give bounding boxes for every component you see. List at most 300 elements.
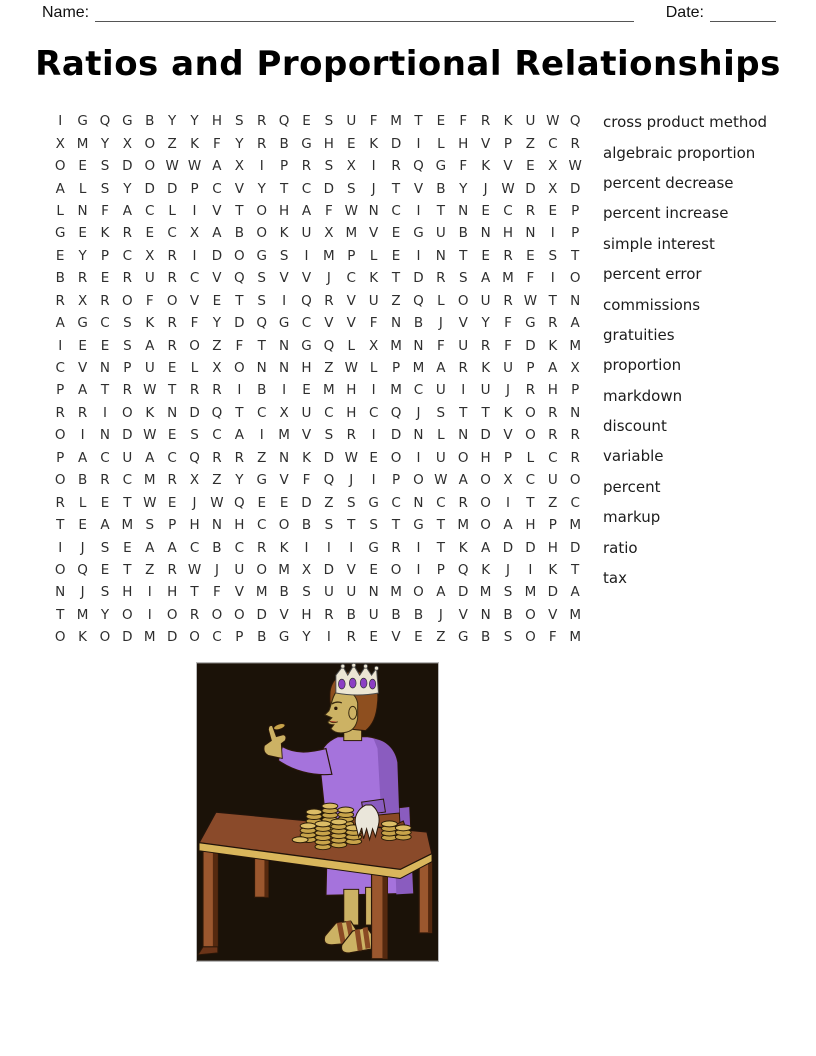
grid-letter: O bbox=[390, 561, 402, 578]
grid-letter: T bbox=[391, 180, 401, 197]
word-list-item: variable bbox=[603, 447, 664, 466]
grid-letter: M bbox=[255, 584, 268, 601]
grid-letter: T bbox=[414, 113, 423, 130]
grid-letter: V bbox=[324, 315, 334, 332]
grid-letter: V bbox=[212, 270, 222, 287]
grid-letter: I bbox=[550, 225, 555, 242]
grid-letter: O bbox=[413, 584, 424, 601]
grid-letter: D bbox=[323, 449, 335, 466]
grid-letter: K bbox=[548, 337, 558, 354]
grid-letter: I bbox=[349, 539, 354, 556]
grid-letter: Y bbox=[212, 315, 222, 332]
grid-letter: M bbox=[76, 135, 89, 152]
grid-letter: A bbox=[145, 337, 155, 354]
grid-letter: M bbox=[278, 427, 290, 444]
grid-letter: F bbox=[235, 337, 244, 354]
grid-letter: F bbox=[526, 270, 535, 287]
word-list-item: gratuities bbox=[603, 325, 675, 344]
grid-letter: I bbox=[371, 472, 376, 489]
grid-letter: E bbox=[369, 561, 378, 578]
grid-letter: R bbox=[167, 315, 177, 332]
grid-letter: X bbox=[189, 225, 200, 242]
grid-letter: N bbox=[480, 606, 491, 623]
grid-letter: H bbox=[234, 517, 245, 534]
grid-letter: E bbox=[548, 202, 558, 219]
grid-letter: K bbox=[458, 539, 468, 556]
grid-letter: O bbox=[569, 472, 581, 489]
grid-letter: A bbox=[480, 270, 491, 287]
grid-letter: A bbox=[436, 584, 446, 601]
grid-letter: S bbox=[190, 427, 199, 444]
grid-letter: E bbox=[526, 247, 535, 264]
grid-letter: E bbox=[167, 427, 177, 444]
grid-letter: R bbox=[525, 202, 536, 219]
grid-letter: L bbox=[168, 202, 176, 219]
grid-letter: G bbox=[77, 315, 88, 332]
grid-letter: S bbox=[324, 517, 334, 534]
grid-letter: S bbox=[346, 180, 356, 197]
grid-letter: I bbox=[506, 494, 510, 511]
grid-row bbox=[49, 491, 586, 513]
grid-letter: S bbox=[235, 113, 244, 130]
grid-letter: G bbox=[368, 494, 379, 511]
grid-letter: N bbox=[368, 584, 379, 601]
grid-letter: S bbox=[369, 517, 378, 534]
coin bbox=[338, 807, 354, 813]
word-list-item: percent increase bbox=[603, 204, 729, 223]
grid-letter: L bbox=[369, 247, 378, 264]
grid-letter: D bbox=[390, 427, 402, 444]
grid-letter: I bbox=[259, 158, 264, 175]
grid-letter: P bbox=[503, 135, 513, 152]
grid-letter: F bbox=[504, 315, 512, 332]
grid-letter: V bbox=[212, 202, 222, 219]
grid-letter: R bbox=[55, 404, 65, 421]
grid-letter: A bbox=[55, 180, 65, 197]
grid-letter: U bbox=[480, 292, 491, 309]
grid-letter: Q bbox=[234, 494, 245, 511]
grid-letter: P bbox=[571, 202, 580, 219]
grid-row bbox=[49, 312, 586, 334]
grid-letter: Y bbox=[235, 472, 244, 489]
grid-letter: O bbox=[256, 225, 268, 242]
grid-letter: R bbox=[257, 135, 267, 152]
grid-letter: C bbox=[212, 629, 222, 646]
grid-letter: A bbox=[301, 202, 312, 219]
grid-letter: F bbox=[369, 315, 378, 332]
grid-letter: U bbox=[435, 449, 446, 466]
grid-letter: D bbox=[301, 494, 312, 511]
grid-letter: K bbox=[279, 225, 289, 242]
grid-letter: E bbox=[145, 225, 155, 242]
grid-letter: J bbox=[506, 561, 510, 578]
grid-letter: R bbox=[324, 292, 334, 309]
grid-letter: C bbox=[525, 472, 536, 489]
grid-row bbox=[49, 132, 586, 154]
grid-letter: K bbox=[369, 270, 379, 287]
grid-letter: U bbox=[435, 225, 446, 242]
grid-letter: P bbox=[391, 360, 401, 377]
grid-letter: Q bbox=[256, 315, 268, 332]
grid-letter: G bbox=[301, 337, 312, 354]
grid-letter: F bbox=[101, 202, 109, 219]
grid-letter: O bbox=[525, 606, 536, 623]
grid-letter: U bbox=[301, 225, 312, 242]
grid-letter: R bbox=[570, 135, 580, 152]
grid-letter: X bbox=[324, 225, 334, 242]
grid-letter: P bbox=[526, 360, 535, 377]
grid-letter: O bbox=[234, 606, 245, 623]
grid-row bbox=[49, 536, 586, 558]
grid-letter: E bbox=[100, 270, 110, 287]
grid-letter: O bbox=[166, 606, 178, 623]
word-list-item: markdown bbox=[603, 386, 683, 405]
grid-letter: V bbox=[391, 629, 401, 646]
grid-letter: T bbox=[56, 517, 65, 534]
grid-letter: D bbox=[166, 629, 178, 646]
grid-letter: O bbox=[166, 292, 178, 309]
grid-letter: V bbox=[413, 180, 424, 197]
grid-letter: A bbox=[212, 225, 222, 242]
grid-letter: I bbox=[282, 382, 287, 399]
grid-letter: M bbox=[524, 584, 537, 601]
grid-letter: C bbox=[212, 427, 222, 444]
grid-letter: S bbox=[257, 270, 266, 287]
word-list-item: commissions bbox=[603, 295, 701, 314]
grid-letter: I bbox=[259, 427, 264, 444]
grid-letter: E bbox=[302, 113, 311, 130]
grid-row bbox=[49, 222, 586, 244]
grid-letter: T bbox=[571, 561, 580, 578]
grid-letter: G bbox=[77, 113, 88, 130]
grid-letter: A bbox=[503, 517, 513, 534]
grid-letter: R bbox=[391, 158, 401, 175]
grid-letter: V bbox=[369, 225, 379, 242]
grid-letter: A bbox=[480, 539, 491, 556]
grid-letter: B bbox=[301, 517, 312, 534]
grid-letter: G bbox=[457, 629, 469, 646]
grid-letter: V bbox=[279, 606, 289, 623]
grid-letter: Y bbox=[257, 180, 266, 197]
grid-letter: L bbox=[526, 449, 535, 466]
grid-letter: Q bbox=[413, 292, 424, 309]
grid-letter: R bbox=[167, 472, 177, 489]
grid-letter: H bbox=[279, 202, 290, 219]
grid-letter: P bbox=[548, 517, 557, 534]
grid-row bbox=[49, 334, 586, 356]
grid-letter: H bbox=[323, 135, 334, 152]
grid-letter: Y bbox=[78, 247, 87, 264]
grid-letter: T bbox=[56, 606, 65, 623]
grid-letter: V bbox=[503, 427, 513, 444]
grid-letter: O bbox=[144, 135, 156, 152]
word-list-item: ratio bbox=[603, 538, 638, 557]
grid-letter: S bbox=[436, 404, 446, 421]
grid-letter: H bbox=[346, 404, 357, 421]
grid-letter: W bbox=[187, 561, 202, 578]
grid-letter: B bbox=[279, 135, 289, 152]
grid-letter: I bbox=[58, 113, 63, 130]
grid-letter: A bbox=[167, 539, 177, 556]
grid-letter: R bbox=[458, 494, 468, 511]
coin bbox=[292, 837, 308, 843]
grid-letter: C bbox=[570, 494, 580, 511]
grid-letter: P bbox=[235, 629, 244, 646]
grid-letter: C bbox=[145, 202, 155, 219]
grid-letter: S bbox=[503, 629, 513, 646]
grid-letter: M bbox=[457, 517, 470, 534]
grid-letter: E bbox=[391, 247, 401, 264]
grid-letter: Z bbox=[436, 629, 446, 646]
grid-letter: Z bbox=[525, 135, 536, 152]
grid-letter: T bbox=[168, 382, 177, 399]
grid-letter: I bbox=[282, 292, 287, 309]
grid-letter: A bbox=[234, 427, 244, 444]
grid-letter: D bbox=[323, 180, 335, 197]
grid-letter: D bbox=[189, 404, 200, 421]
grid-letter: Z bbox=[324, 360, 334, 377]
grid-letter: D bbox=[166, 180, 178, 197]
grid-letter: Q bbox=[323, 337, 335, 354]
word-list-item: percent error bbox=[603, 265, 702, 284]
grid-letter: V bbox=[77, 360, 88, 377]
grid-letter: I bbox=[80, 427, 85, 444]
grid-letter: J bbox=[326, 270, 331, 287]
grid-letter: R bbox=[480, 113, 491, 130]
grid-letter: K bbox=[369, 135, 379, 152]
grid-letter: U bbox=[435, 382, 446, 399]
grid-letter: T bbox=[190, 584, 199, 601]
grid-letter: A bbox=[145, 449, 155, 466]
grid-letter: W bbox=[501, 180, 515, 197]
grid-letter: T bbox=[235, 292, 244, 309]
grid-letter: S bbox=[145, 517, 155, 534]
grid-letter: I bbox=[416, 561, 421, 578]
grid-letter: A bbox=[77, 449, 88, 466]
grid-letter: J bbox=[80, 539, 85, 556]
word-list-item: discount bbox=[603, 417, 667, 436]
grid-letter: E bbox=[100, 337, 110, 354]
grid-letter: W bbox=[210, 494, 224, 511]
grid-letter: T bbox=[257, 337, 266, 354]
grid-letter: S bbox=[123, 315, 132, 332]
grid-letter: U bbox=[368, 606, 379, 623]
grid-letter: D bbox=[211, 247, 223, 264]
grid-letter: O bbox=[278, 517, 290, 534]
coin bbox=[395, 825, 411, 831]
grid-letter: O bbox=[525, 404, 536, 421]
grid-letter: E bbox=[100, 561, 110, 578]
grid-letter: O bbox=[54, 158, 66, 175]
grid-row bbox=[49, 110, 586, 132]
grid-letter: U bbox=[301, 404, 312, 421]
grid-letter: N bbox=[458, 202, 469, 219]
grid-letter: M bbox=[569, 337, 581, 354]
grid-letter: T bbox=[235, 202, 244, 219]
grid-row bbox=[49, 581, 586, 603]
grid-letter: Q bbox=[569, 113, 581, 130]
grid-letter: I bbox=[416, 539, 421, 556]
grid-letter: C bbox=[548, 135, 558, 152]
grid-letter: G bbox=[368, 539, 379, 556]
grid-letter: X bbox=[548, 180, 558, 197]
grid-letter: R bbox=[167, 247, 177, 264]
grid-letter: F bbox=[436, 337, 445, 354]
grid-letter: E bbox=[526, 158, 535, 175]
grid-letter: O bbox=[256, 561, 268, 578]
grid-letter: T bbox=[459, 247, 468, 264]
name-blank-line bbox=[95, 5, 634, 22]
grid-letter: G bbox=[525, 315, 536, 332]
grid-letter: G bbox=[278, 629, 290, 646]
grid-letter: L bbox=[78, 494, 87, 511]
grid-letter: S bbox=[257, 292, 266, 309]
grid-letter: W bbox=[546, 113, 560, 130]
word-list-item: tax bbox=[603, 569, 627, 588]
grid-letter: O bbox=[480, 494, 491, 511]
name-label: Name: bbox=[42, 4, 90, 21]
grid-letter: O bbox=[54, 561, 66, 578]
grid-letter: C bbox=[346, 270, 356, 287]
grid-letter: V bbox=[301, 270, 312, 287]
grid-letter: I bbox=[550, 270, 555, 287]
grid-letter: C bbox=[167, 449, 177, 466]
grid-letter: H bbox=[547, 382, 558, 399]
grid-letter: V bbox=[480, 135, 491, 152]
grid-letter: P bbox=[123, 360, 132, 377]
grid-letter: S bbox=[324, 158, 334, 175]
grid-letter: P bbox=[168, 517, 177, 534]
grid-letter: R bbox=[189, 382, 200, 399]
grid-letter: E bbox=[78, 337, 87, 354]
grid-letter: Q bbox=[323, 472, 335, 489]
grid-letter: C bbox=[301, 315, 312, 332]
grid-letter: R bbox=[212, 382, 222, 399]
grid-letter: C bbox=[189, 270, 200, 287]
grid-letter: X bbox=[145, 247, 155, 264]
grid-letter: F bbox=[325, 202, 333, 219]
grid-letter: A bbox=[77, 382, 88, 399]
grid-letter: H bbox=[502, 225, 514, 242]
grid-letter: G bbox=[278, 315, 290, 332]
grid-letter: I bbox=[371, 427, 376, 444]
grid-letter: C bbox=[100, 449, 110, 466]
grid-letter: C bbox=[368, 404, 379, 421]
grid-letter: R bbox=[55, 292, 65, 309]
grid-letter: Z bbox=[548, 494, 558, 511]
grid-row bbox=[49, 447, 586, 469]
grid-letter: K bbox=[548, 561, 558, 578]
grid-letter: I bbox=[326, 629, 331, 646]
grid-letter: K bbox=[145, 315, 155, 332]
grid-letter: O bbox=[390, 449, 402, 466]
grid-letter: I bbox=[416, 135, 421, 152]
grid-letter: I bbox=[192, 202, 197, 219]
grid-letter: E bbox=[481, 202, 490, 219]
grid-letter: U bbox=[346, 113, 357, 130]
grid-letter: E bbox=[436, 113, 446, 130]
grid-letter: W bbox=[434, 472, 448, 489]
grid-letter: I bbox=[461, 382, 466, 399]
grid-letter: S bbox=[324, 427, 334, 444]
grid-letter: I bbox=[192, 247, 197, 264]
grid-letter: U bbox=[503, 360, 513, 377]
grid-letter: W bbox=[344, 449, 358, 466]
grid-letter: E bbox=[78, 158, 87, 175]
grid-letter: L bbox=[56, 202, 64, 219]
grid-letter: W bbox=[143, 494, 157, 511]
grid-letter: G bbox=[413, 225, 424, 242]
grid-letter: F bbox=[213, 135, 221, 152]
grid-letter: I bbox=[326, 539, 331, 556]
grid-row bbox=[49, 357, 586, 379]
grid-letter: B bbox=[279, 584, 289, 601]
grid-letter: D bbox=[569, 539, 581, 556]
grid-letter: M bbox=[143, 472, 156, 489]
grid-letter: R bbox=[480, 337, 491, 354]
grid-row bbox=[49, 604, 586, 626]
grid-letter: W bbox=[523, 292, 538, 309]
grid-letter: I bbox=[147, 584, 152, 601]
grid-letter: S bbox=[100, 158, 110, 175]
grid-letter: U bbox=[144, 360, 155, 377]
grid-letter: J bbox=[438, 315, 443, 332]
grid-row bbox=[49, 245, 586, 267]
grid-letter: V bbox=[346, 315, 356, 332]
word-list bbox=[603, 107, 767, 593]
grid-letter: I bbox=[528, 561, 533, 578]
grid-letter: P bbox=[391, 472, 401, 489]
grid-letter: C bbox=[324, 404, 334, 421]
grid-letter: L bbox=[347, 337, 356, 354]
grid-letter: B bbox=[503, 606, 513, 623]
grid-row bbox=[49, 424, 586, 446]
grid-letter: T bbox=[436, 539, 445, 556]
grid-letter: L bbox=[437, 427, 445, 444]
grid-letter: O bbox=[54, 629, 66, 646]
grid-letter: D bbox=[458, 584, 469, 601]
grid-letter: R bbox=[77, 404, 88, 421]
grid-letter: M bbox=[278, 561, 290, 578]
grid-letter: O bbox=[189, 629, 200, 646]
grid-letter: M bbox=[390, 337, 402, 354]
grid-letter: P bbox=[571, 225, 580, 242]
grid-letter: C bbox=[122, 472, 133, 489]
grid-letter: O bbox=[54, 472, 66, 489]
grid-letter: P bbox=[190, 180, 199, 197]
grid-letter: S bbox=[346, 494, 356, 511]
grid-letter: U bbox=[144, 270, 155, 287]
grid-letter: P bbox=[100, 247, 110, 264]
grid-letter: Y bbox=[168, 113, 177, 130]
grid-letter: I bbox=[371, 382, 376, 399]
grid-letter: J bbox=[214, 561, 219, 578]
grid-letter: A bbox=[436, 360, 446, 377]
grid-letter: T bbox=[347, 517, 356, 534]
grid-letter: O bbox=[234, 360, 245, 377]
grid-letter: D bbox=[390, 135, 402, 152]
grid-letter: N bbox=[413, 427, 424, 444]
grid-letter: D bbox=[525, 539, 536, 556]
grid-letter: B bbox=[391, 606, 401, 623]
grid-letter: E bbox=[391, 225, 401, 242]
grid-letter: X bbox=[279, 404, 289, 421]
grid-letter: U bbox=[547, 472, 558, 489]
grid-letter: D bbox=[122, 629, 133, 646]
grid-row bbox=[49, 155, 586, 177]
grid-letter: A bbox=[122, 202, 132, 219]
grid-letter: P bbox=[56, 382, 65, 399]
